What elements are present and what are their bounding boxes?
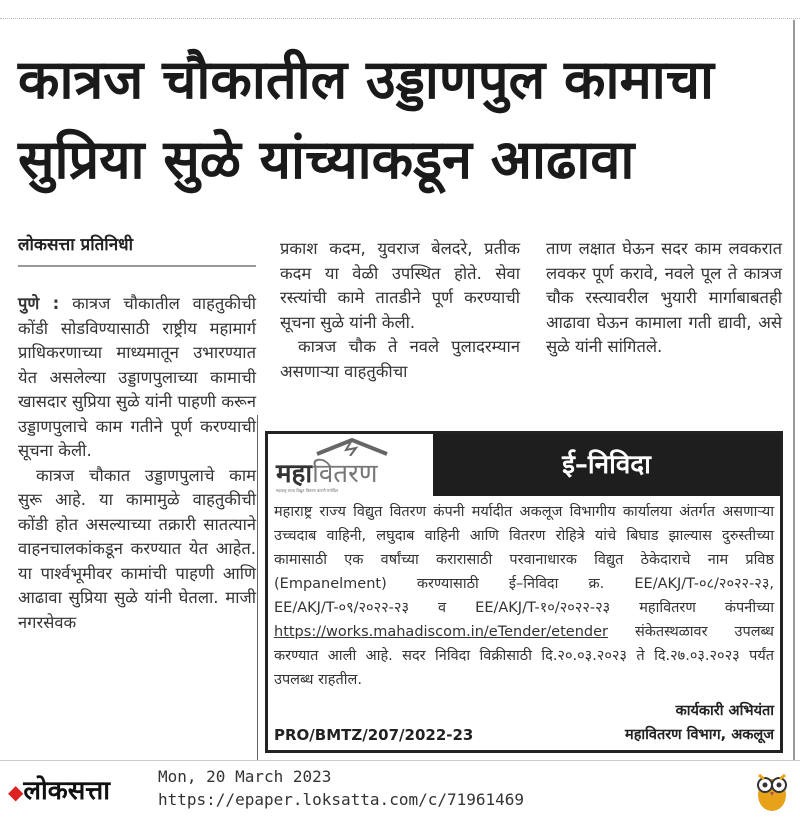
ad-reference: PRO/BMTZ/207/2022-23 — [274, 726, 474, 744]
ad-body — [274, 500, 774, 692]
article-column-3 — [546, 237, 782, 360]
column-divider — [257, 415, 258, 760]
right-border — [793, 20, 795, 760]
headline — [18, 40, 788, 200]
paragraph-5: ताण लक्षात घेऊन सदर काम लवकरात लवकर पूर्ण करावे, नवले पूल ते कात्रज चौक रस्त्यावरील भुयारी मार्गाबाबतही आढावा घेऊन कामाला गती द्यावी, असे सुळे यांनी सांगितले. — [546, 239, 782, 356]
footer — [0, 760, 800, 818]
tender-link[interactable]: https://works.mahadiscom.in/eTender/etender — [274, 624, 608, 640]
paragraph-1: कात्रज चौकातील वाहतुकीची कोंडी सोडविण्यासाठी राष्ट्रीय महामार्ग प्राधिकरणाच्या माध्यमातून उभारण्यात येत असलेल्या उड्डाणपुलाच्या कामाची खासदार सुप्रिया सुळे यांनी पाहणी करून उड्डाणपुलाचे काम गतीने पूर्ण करण्याची सूचना केली. — [18, 294, 256, 460]
paragraph-4: कात्रज चौक ते नवले पुलादरम्यान असणाऱ्या वाहतुकीचा — [280, 337, 520, 381]
ad-title: ई–निविदा — [433, 434, 780, 496]
logo-light: वितरण — [312, 459, 378, 489]
paragraph-2: कात्रज चौकात उड्डाणपुलाचे काम सुरू आहे. या कामामुळे वाहतुकीची कोंडी होत असल्याच्या तक्रारी सातत्याने वाहनचालकांकडून करण्यात येत आहेत. या पार्श्वभूमीवर कामांची पाहणी आणि आढावा सुप्रिया सुळे यांनी घेतला. माजी नगरसेवक — [18, 465, 256, 632]
headline-line-2: सुप्रिया सुळे यांच्याकडून आढावा — [18, 128, 635, 191]
article-column-2 — [280, 237, 520, 384]
logo-tagline: महाराष्ट्र राज्य विद्युत वितरण कंपनी मर्यादित — [276, 488, 339, 493]
dateline: पुणे : — [18, 294, 60, 313]
owl-icon — [755, 767, 789, 813]
signatory-office: महावितरण विभाग, अकलूज — [625, 727, 774, 743]
edition-date: Mon, 20 March 2023 — [158, 767, 332, 786]
e-tender-advertisement — [265, 431, 783, 753]
epaper-url[interactable]: https://epaper.loksatta.com/c/71961469 — [158, 790, 525, 809]
signatory-title: कार्यकारी अभियंता — [675, 703, 774, 719]
top-divider — [0, 18, 800, 19]
ad-body-text-2: संकेतस्थळावर उपलब्ध करण्यात आली आहे. सदर निविदा विक्रीसाठी दि.२०.०३.२०२३ ते दि.२७.०३.२०२३ पर्यंत उपलब्ध राहतील. — [274, 624, 774, 688]
article-column-1 — [18, 292, 256, 635]
headline-line-1: कात्रज चौकातील उड्डाणपुल कामाचा — [18, 48, 715, 111]
paragraph-3: प्रकाश कदम, युवराज बेलदरे, प्रतीक कदम या वेळी उपस्थित होते. सेवा रस्त्यांची कामे तातडीने पूर्ण करण्याची सूचना सुळे यांनी केली. — [280, 239, 520, 332]
loksatta-logo — [8, 771, 110, 807]
logo-bold: महा — [276, 459, 313, 489]
logo-text: लोकसत्ता — [23, 776, 110, 806]
ad-signature — [625, 699, 774, 747]
logo-mark-icon: ◆ — [8, 780, 24, 804]
ad-body-text: महाराष्ट्र राज्य विद्युत वितरण कंपनी मर्यादीत अकलूज विभागीय कार्यालया अंतर्गत असणाऱ्या उच्चदाब वाहिनी, लघुदाब वाहिनी आणि वितरण रोहित्रे यांचे बिघाड झाल्यास दुरुस्तीच्या कामासाठी एक वर्षांच्या करारासाठी परवानाधारक विद्युत ठेकेदाराचे नाम प्रविष्ठ (Empanelment) करण्यासाठी ई–निविदा क्र. EE/AKJ/T-०८/२०२२-२३, EE/AKJ/T-०९/२०२२-२३ व EE/AKJ/T-१०/२०२२-२३ महावितरण कंपनीच्या — [274, 504, 774, 616]
byline: लोकसत्ता प्रतिनिधी — [18, 232, 256, 267]
mahavitaran-logo — [272, 438, 432, 495]
